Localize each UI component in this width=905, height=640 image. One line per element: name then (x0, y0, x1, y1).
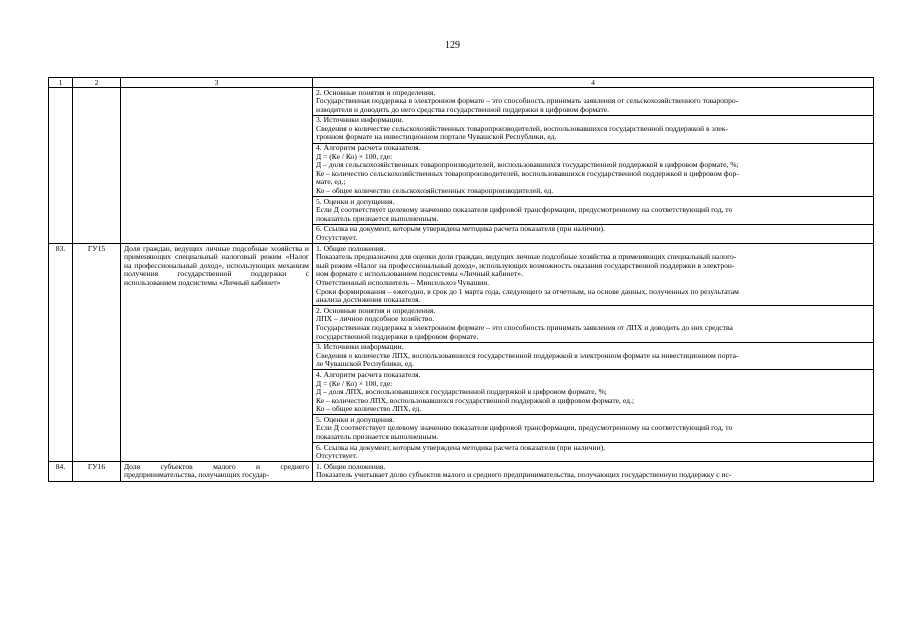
table-body (49, 88, 874, 482)
methodology-section (313, 143, 874, 197)
section-line: Отсутствует. (316, 233, 358, 242)
section-line: 2. Основные понятия и определения. (316, 305, 436, 315)
section-line: 1. Общие положения. (316, 243, 386, 253)
section-line: 4. Алгоритм расчета показателя. (316, 369, 421, 379)
page-number: 129 (445, 40, 460, 51)
table-row (49, 88, 874, 116)
section-line: Государственная поддержка в электронном формате – это способность принимать заявления от сельскохозяйственного товаропро- (316, 96, 739, 106)
section-line: мате, ед.; (316, 177, 346, 187)
section-line: ЛПХ – личное подсобное хозяйство. (316, 314, 435, 324)
section-line: вый режим «Налог на профессиональный доход», использующих возможность оказания государственной поддержки в электрон- (316, 260, 735, 270)
continued-description (121, 88, 313, 244)
section-line: анализа достижения показателя. (316, 295, 421, 305)
section-line: 6. Ссылка на документ, которым утверждена методика расчета показателя (при наличии). (316, 442, 606, 452)
section-line: Государственная поддержка в электронном формате – это способность принимать заявления от ЛПХ и доводить до них средства (316, 322, 733, 332)
column-number-1: 1 (49, 78, 73, 88)
continued-code (73, 88, 121, 244)
section-line: показатель признается выполненным. (316, 432, 439, 442)
table-row (49, 462, 874, 481)
methodology-section (313, 306, 874, 342)
section-line: Ке – количество сельскохозяйственных товаропроизводителей, воспользовавшихся государственной поддержкой в цифровом фор- (316, 168, 739, 178)
methodology-section (313, 443, 874, 462)
continued-number (49, 88, 73, 244)
section-line: Ответственный исполнитель – Минсельхоз Чувашии. (316, 277, 490, 287)
methodology-section (313, 224, 874, 243)
methodology-section (313, 462, 874, 481)
section-line: Ке – количество ЛПХ, воспользовавшихся государственной поддержкой в цифровом формате, ед.; (316, 395, 634, 405)
section-line: 5. Оценки и допущения. (316, 414, 395, 424)
section-line: Д – доля ЛПХ, воспользовавшихся государственной поддержкой в цифровом формате, %; (316, 387, 607, 397)
section-line: ле Чувашской Республики, ед. (316, 359, 414, 369)
methodology-section (313, 115, 874, 143)
row-83-code: ГУ15 (73, 244, 121, 462)
methodology-section (313, 197, 874, 225)
methodology-section (313, 342, 874, 370)
indicators-table (48, 77, 874, 482)
column-number-2: 2 (73, 78, 121, 88)
column-number-4: 4 (313, 78, 874, 88)
section-line: Сведения о количестве ЛПХ, воспользовавшихся государственной поддержкой в электронном формате на инвестиционном порта- (316, 350, 739, 360)
row-84-number: 84. (49, 462, 73, 481)
section-line: Если Д соответствует целевому значению показателя цифровой трансформации, предусмотренному на соответствующий год, то (316, 423, 733, 433)
section-line: тронном формате на инвестиционном портале Чувашской Республики, ед. (316, 132, 557, 142)
section-line: Отсутствует. (316, 451, 358, 461)
section-line: Показатель учитывает долю субъектов малого и среднего предпринимательства, получающих государственную поддержку с ис- (316, 470, 732, 480)
section-line: 4. Алгоритм расчета показателя. (316, 143, 421, 153)
section-line: Показатель предназначен для оценки доли граждан, ведущих личные подсобные хозяйства и применяющих специальный налого- (316, 252, 737, 262)
table-row (49, 244, 874, 306)
section-line: государственной поддержки в цифровом формате. (316, 331, 479, 341)
section-line: Если Д соответствует целевому значению показателя цифровой трансформации, предусмотренному на соответствующий год, то (316, 205, 733, 215)
section-line: Д = (Ке / Ко) × 100, где: (316, 378, 393, 388)
methodology-section (313, 415, 874, 443)
methodology-section (313, 370, 874, 415)
column-number-row (49, 78, 874, 88)
section-line: изводителя и доводить до него средства государственной поддержки в цифровом формате. (316, 104, 610, 114)
methodology-section (313, 244, 874, 306)
section-line: 6. Ссылка на документ, которым утверждена методика расчета показателя (при наличии). (316, 224, 606, 234)
row-83-number: 83. (49, 244, 73, 462)
section-line: показатель признается выполненным. (316, 213, 439, 223)
section-line: 3. Источники информации. (316, 342, 404, 352)
section-line: Д – доля сельскохозяйственных товаропроизводителей, воспользовавшихся государственной поддержкой в цифровом формате, %; (316, 160, 739, 170)
section-line: Ко – общее количество ЛПХ, ед. (316, 404, 422, 414)
section-line: Сроки формирования – ежегодно, в срок до 1 марта года, следующего за отчетным, на основе данных, полученных по результатам (316, 286, 739, 296)
column-number-3: 3 (121, 78, 313, 88)
section-line: 2. Основные понятия и определения. (316, 87, 436, 97)
section-line: ном формате с использованием подсистемы «Личный кабинет». (316, 269, 523, 279)
row-84-description: Доля субъектов малого и среднего предпринимательства, получающих государ- (121, 462, 313, 481)
section-line: 5. Оценки и допущения. (316, 196, 395, 206)
section-line: Сведения о количестве сельскохозяйственных товаропроизводителей, воспользовавшихся государственной поддержкой в элек- (316, 123, 728, 133)
section-line: Д = (Ке / Ко) × 100, где: (316, 151, 393, 161)
methodology-section (313, 88, 874, 116)
row-83-description: Доля граждан, ведущих личные подсобные хозяйства и применяющих специальный налоговый режим «Налог на профессиональный доход», использующих механизм получения государственной поддержки с использованием подсистемы «Личный кабинет» (121, 244, 313, 462)
row-84-code: ГУ16 (73, 462, 121, 481)
section-line: 3. Источники информации. (316, 115, 404, 125)
section-line: Ко – общее количество сельскохозяйственных товаропроизводителей, ед. (316, 186, 554, 196)
section-line: 1. Общие положения. (316, 461, 386, 471)
